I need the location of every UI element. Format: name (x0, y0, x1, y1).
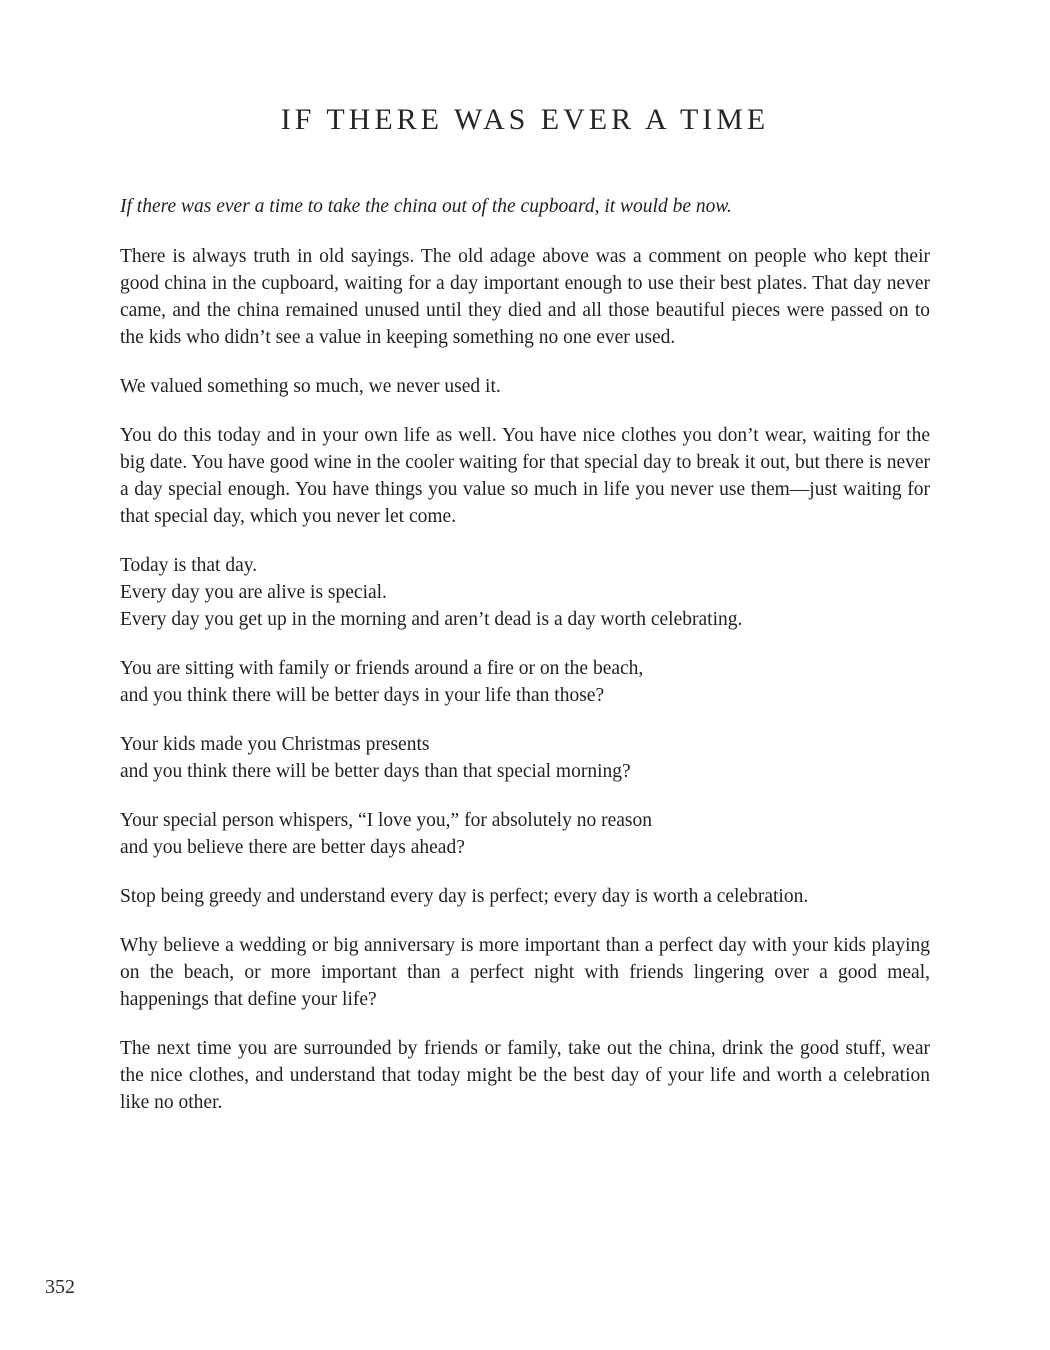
paragraph: Stop being greedy and understand every day is perfect; every day is worth a celebration. (120, 886, 809, 907)
paragraph: Your kids made you Christmas presents and you think there will be better days than that special morning? (120, 734, 631, 782)
page-number: 352 (45, 1276, 75, 1298)
paragraph: You do this today and in your own life as well. You have nice clothes you don’t wear, waiting for the big date. You have good wine in the cooler waiting for that special day to break it out, but there is never a day special enough. You have things you value so much in life you never use them—just waiting for that special day, which you never let come. (120, 425, 930, 527)
paragraph: We valued something so much, we never used it. (120, 376, 501, 397)
paragraph: Why believe a wedding or big anniversary is more important than a perfect day with your kids playing on the beach, or more important than a perfect night with friends lingering over a good meal, happenings that define your life? (120, 935, 930, 1010)
paragraph: Your special person whispers, “I love you,” for absolutely no reason and you believe there are better days ahead? (120, 810, 652, 858)
paragraph: You are sitting with family or friends around a fire or on the beach, and you think there will be better days in your life than those? (120, 658, 644, 706)
epigraph: If there was ever a time to take the china out of the cupboard, it would be now. (120, 196, 732, 217)
paragraph: The next time you are surrounded by friends or family, take out the china, drink the good stuff, wear the nice clothes, and understand that today might be the best day of your life and worth a celebration like no other. (120, 1038, 930, 1113)
paragraph: There is always truth in old sayings. The old adage above was a comment on people who kept their good china in the cupboard, waiting for a day important enough to use their best plates. That day never came, and the china remained unused until they died and all those beautiful pieces were passed on to the kids who didn’t see a value in keeping something no one ever used. (120, 246, 930, 348)
paragraph: Today is that day. Every day you are alive is special. Every day you get up in the morning and aren’t dead is a day worth celebrating. (120, 555, 743, 630)
chapter-title: IF THERE WAS EVER A TIME (280, 103, 770, 136)
page-content (120, 103, 930, 1138)
body-text (120, 243, 930, 1116)
